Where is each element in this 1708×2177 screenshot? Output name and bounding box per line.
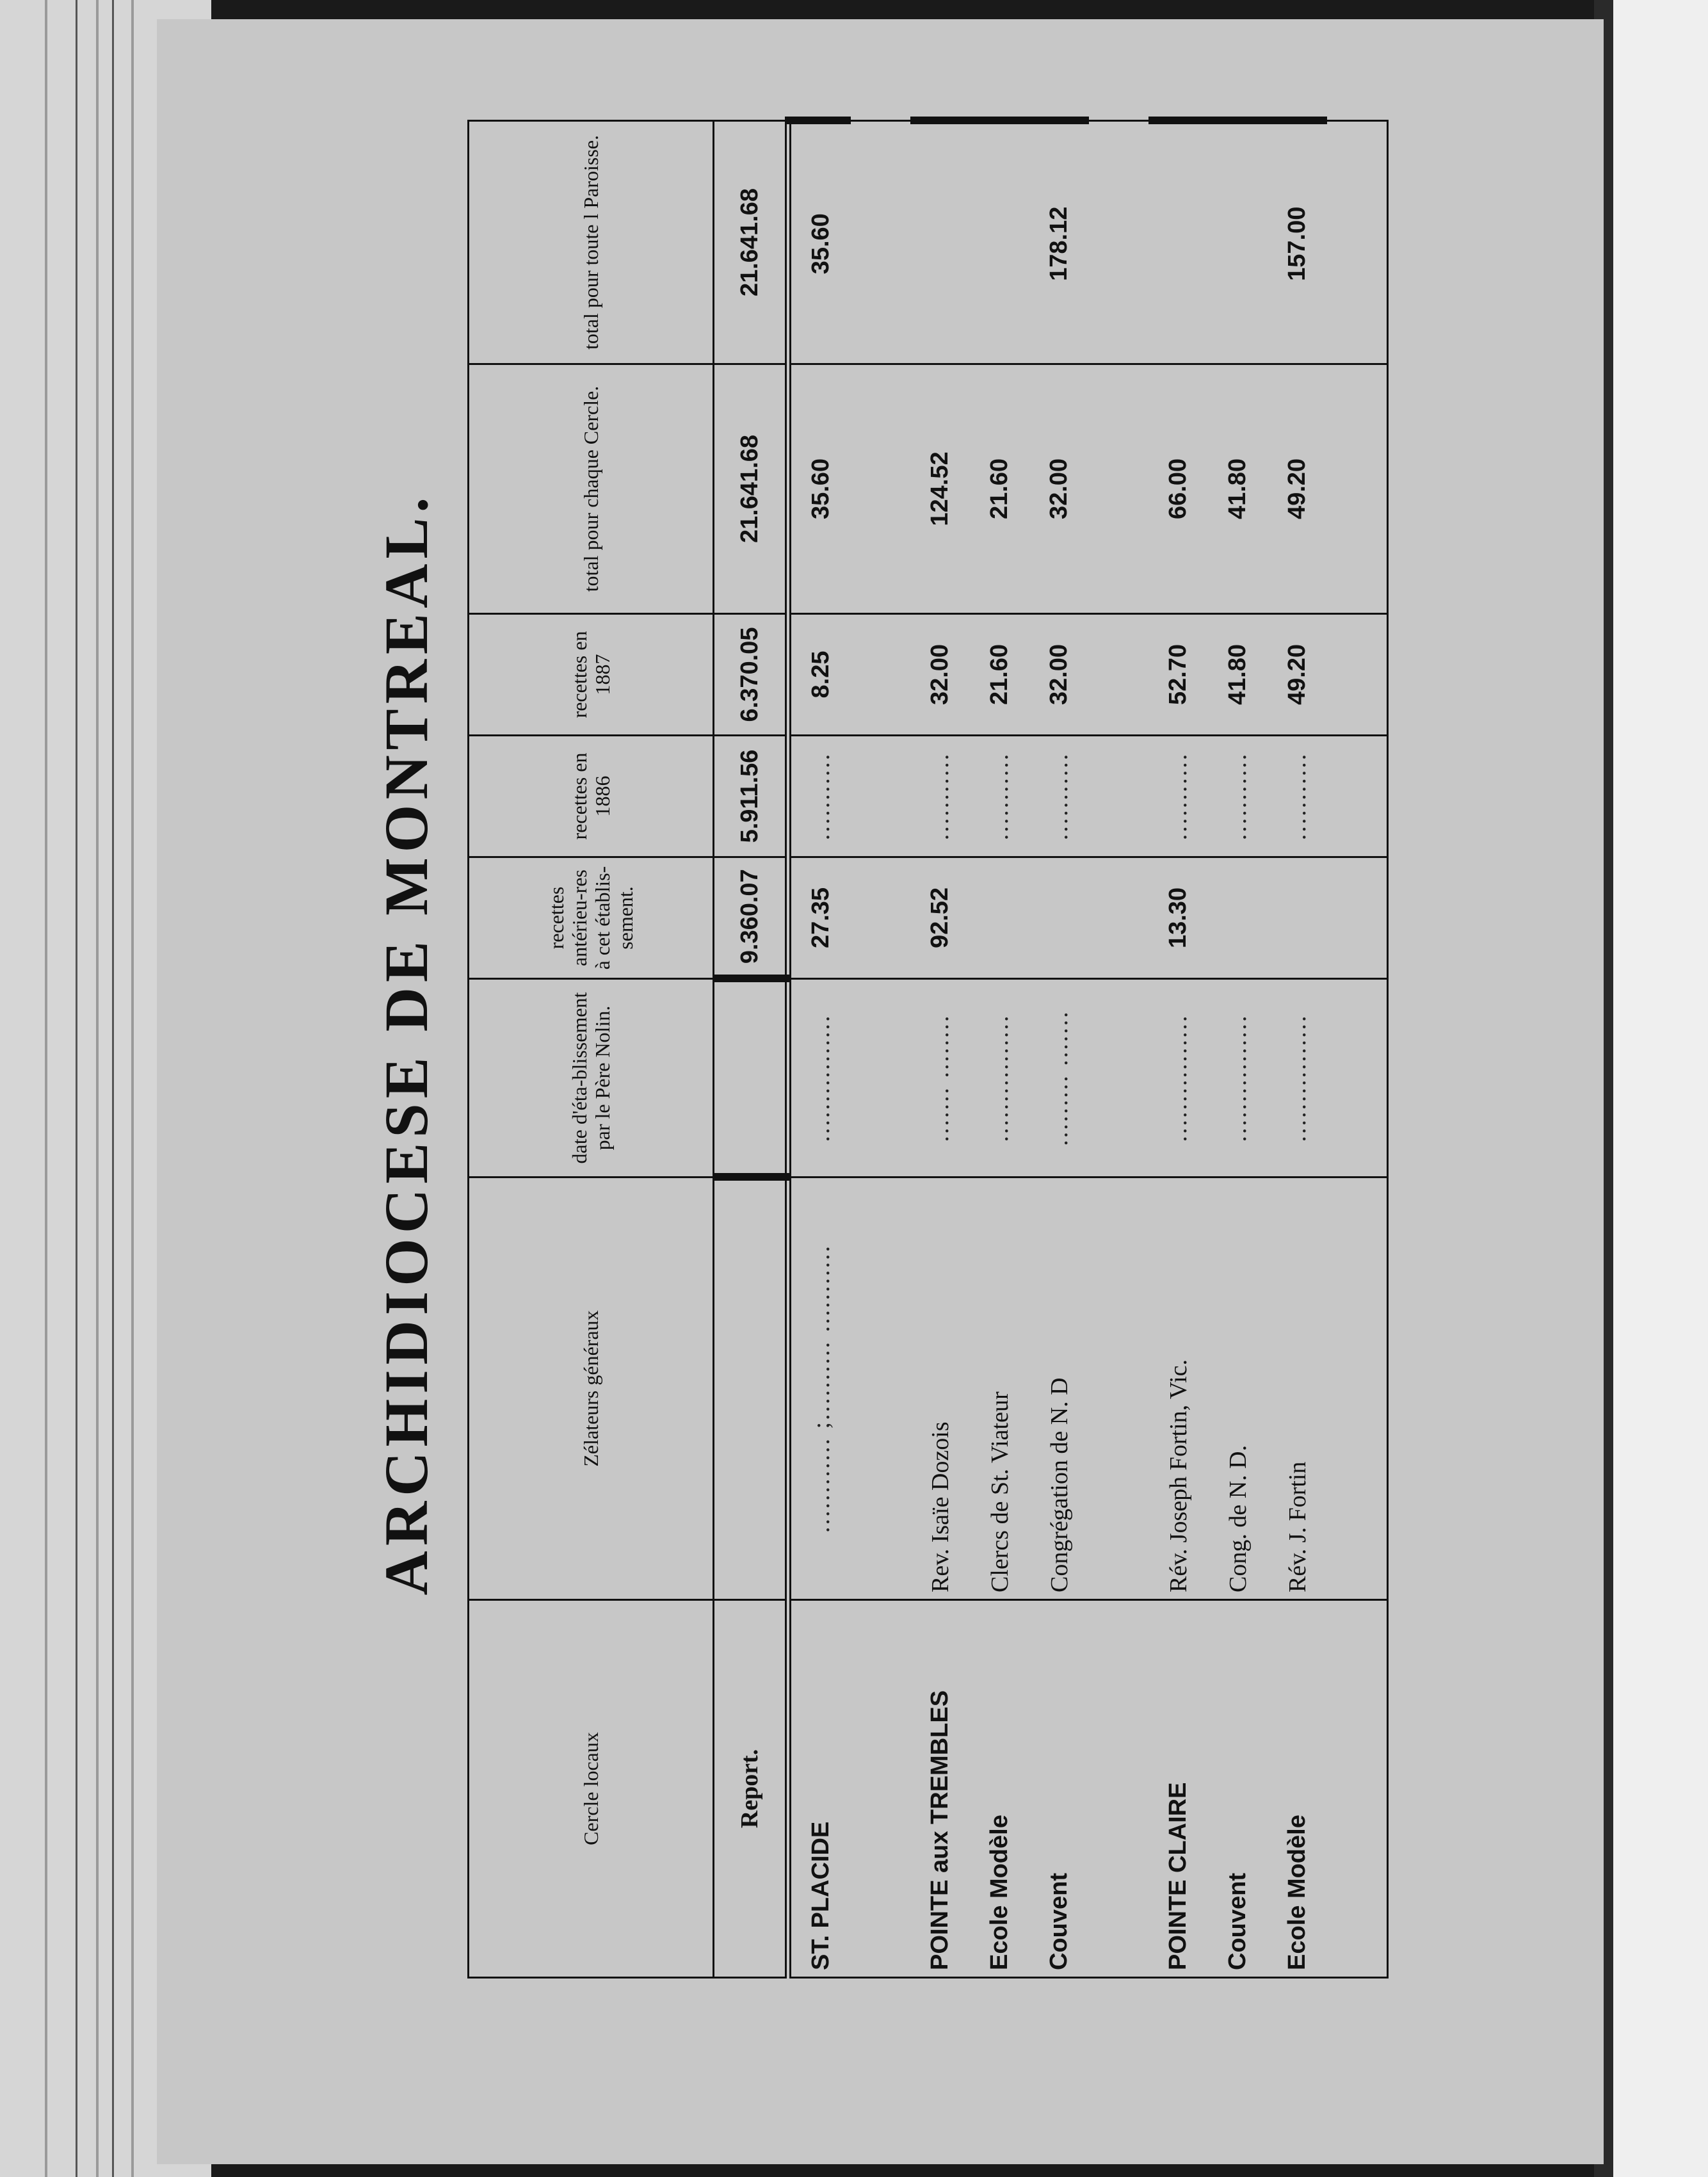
header-date: date d'éta-blissement par le Père Nolin. (469, 979, 714, 1178)
row-1887: 32.00 (910, 614, 970, 736)
row-anterieures (970, 857, 1029, 979)
header-total-cercle: total pour chaque Cercle. (469, 364, 714, 614)
row-date: ................ (970, 979, 1029, 1178)
row-total-cercle: 49.20 (1268, 364, 1327, 614)
report-1887: 6.370.05 (714, 614, 789, 736)
row-zelateur: Rev. Isaïe Dozois (910, 1178, 970, 1600)
row-1887: 41.80 (1208, 614, 1268, 736)
row-anterieures: 27.35 (788, 857, 851, 979)
row-zelateur: Clercs de St. Viateur (970, 1178, 1029, 1600)
row-1887: 8.25 (788, 614, 851, 736)
spacer-row (1089, 121, 1148, 1978)
row-zelateur: Rév. J. Fortin (1268, 1178, 1327, 1600)
row-date: ................ (1268, 979, 1327, 1178)
row-cercle: Couvent (1029, 1600, 1089, 1978)
header-1886: recettes en 1886 (469, 736, 714, 857)
report-date (714, 979, 789, 1178)
header-total-paroisse: total pour toute l Paroisse. (469, 121, 714, 364)
row-total-cercle: 66.00 (1148, 364, 1208, 614)
row-total-cercle: 21.60 (970, 364, 1029, 614)
row-1886: ........... (910, 736, 970, 857)
row-zelateur: Cong. de N. D. (1208, 1178, 1268, 1600)
row-date: ................ (788, 979, 851, 1178)
header-zelateurs: Zélateurs généraux (469, 1178, 714, 1600)
row-date: ................ (1148, 979, 1208, 1178)
adjacent-page (1613, 0, 1708, 2177)
row-date: ................ (1208, 979, 1268, 1178)
row-anterieures: 92.52 (910, 857, 970, 979)
row-total-paroisse (970, 121, 1029, 364)
table-row (970, 121, 1029, 1978)
row-date: ....... ........ (910, 979, 970, 1178)
table-row (788, 121, 851, 1978)
row-1886: ........... (1029, 736, 1089, 857)
table-row (1268, 121, 1327, 1978)
header-1887: recettes en 1887 (469, 614, 714, 736)
row-1886: ........... (1208, 736, 1268, 857)
row-total-cercle: 35.60 (788, 364, 851, 614)
spacer-row (1327, 121, 1388, 1978)
report-anterieures: 9.360.07 (714, 857, 789, 979)
row-zelateur: Rév. Joseph Fortin, Vic. (1148, 1178, 1208, 1600)
row-cercle: Ecole Modèle (970, 1600, 1029, 1978)
row-total-paroisse (1208, 121, 1268, 364)
row-anterieures (1029, 857, 1089, 979)
table-row (1208, 121, 1268, 1978)
page-title: ARCHIDIOCESE DE MONTREAL. (372, 492, 440, 1596)
header-row (469, 121, 714, 1978)
row-1887: 49.20 (1268, 614, 1327, 736)
row-1886: ........... (1268, 736, 1327, 857)
report-paroisse: 21.641.68 (714, 121, 789, 364)
row-1887: 21.60 (970, 614, 1029, 736)
header-cercles: Cercle locaux (469, 1600, 714, 1978)
row-cercle: ST. PLACIDE (788, 1600, 851, 1978)
row-total-paroisse (1148, 121, 1208, 364)
row-total-paroisse: 35.60 (788, 121, 851, 364)
row-total-cercle: 124.52 (910, 364, 970, 614)
row-1886: ........... (1148, 736, 1208, 857)
row-1887: 32.00 (1029, 614, 1089, 736)
report-zelateur (714, 1178, 789, 1600)
row-total-paroisse: 178.12 (1029, 121, 1089, 364)
row-cercle: Ecole Modèle (1268, 1600, 1327, 1978)
header-anterieures: recettes antérieu-res à cet établis-sement. (469, 857, 714, 979)
row-zelateur: ............ ;.......... ........... (788, 1178, 851, 1600)
row-total-paroisse (910, 121, 970, 364)
report-row (714, 121, 789, 1978)
row-cercle: POINTE aux TREMBLES (910, 1600, 970, 1978)
row-anterieures (1268, 857, 1327, 979)
row-total-cercle: 41.80 (1208, 364, 1268, 614)
row-1886: ........... (970, 736, 1029, 857)
row-date: ......... ....... (1029, 979, 1089, 1178)
row-cercle: Couvent (1208, 1600, 1268, 1978)
rotated-ledger (371, 70, 1408, 2017)
row-zelateur: Congrégation de N. D (1029, 1178, 1089, 1600)
row-anterieures (1208, 857, 1268, 979)
row-anterieures: 13.30 (1148, 857, 1208, 979)
table-row (910, 121, 970, 1978)
ledger-table (467, 117, 1389, 1979)
report-cercle: 21.641.68 (714, 364, 789, 614)
table-row (1148, 121, 1208, 1978)
row-1886: ........... (788, 736, 851, 857)
spacer-row (851, 121, 910, 1978)
row-total-cercle: 32.00 (1029, 364, 1089, 614)
row-cercle: POINTE CLAIRE (1148, 1600, 1208, 1978)
report-label: Report. (714, 1600, 789, 1978)
table-row (1029, 121, 1089, 1978)
report-1886: 5.911.56 (714, 736, 789, 857)
row-total-paroisse: 157.00 (1268, 121, 1327, 364)
row-1887: 52.70 (1148, 614, 1208, 736)
